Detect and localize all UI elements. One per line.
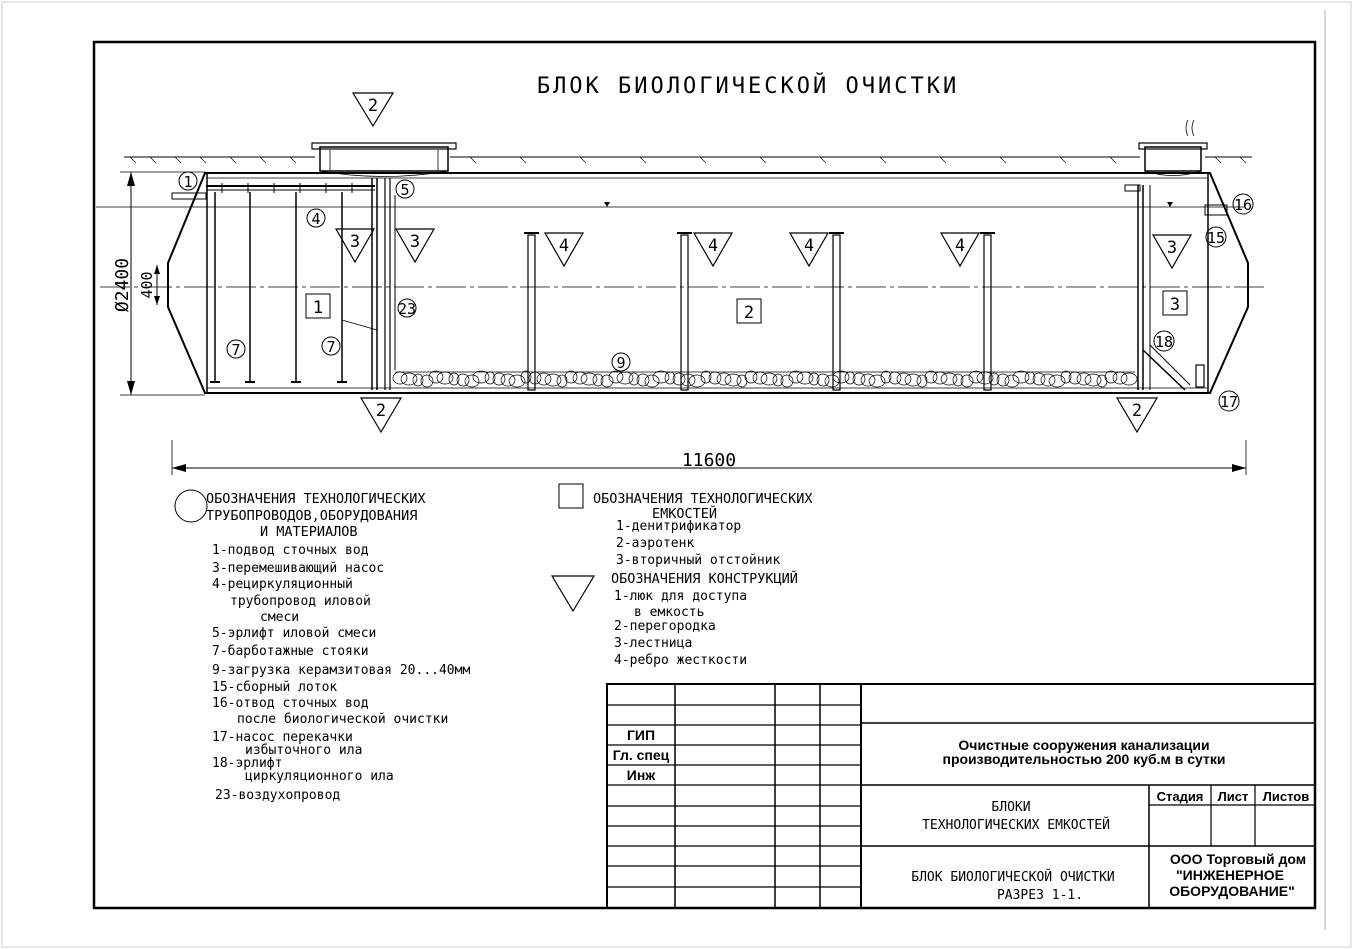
svg-text:ТРУБОПРОВОДОВ,ОБОРУДОВАНИЯ: ТРУБОПРОВОДОВ,ОБОРУДОВАНИЯ: [206, 508, 418, 524]
ceramsite-pebble: [737, 375, 747, 387]
ceramsite-pebble: [557, 375, 567, 387]
stiffening-ribs: [524, 233, 995, 390]
partition-right: [1125, 185, 1227, 390]
svg-text:1: 1: [183, 173, 193, 191]
ceramsite-pebble: [1121, 373, 1137, 385]
level-mark: [604, 202, 610, 207]
stage-header: Стадия: [1156, 789, 1204, 804]
svg-text:3-лестница: 3-лестница: [614, 636, 693, 651]
callout-airlift: [396, 180, 414, 199]
ceramsite-pebble: [1005, 375, 1019, 387]
svg-text:в емкость: в емкость: [634, 605, 705, 620]
svg-text:циркуляционного ила: циркуляционного ила: [245, 769, 394, 784]
chamber-denitrifier: [306, 294, 330, 318]
ceramsite-pebble: [845, 372, 855, 384]
svg-text:2: 2: [743, 303, 755, 323]
svg-text:3-вторичный отстойник: 3-вторичный отстойник: [616, 553, 781, 568]
project-line-2: производительностью 200 куб.м в сутки: [942, 751, 1226, 767]
svg-text:4: 4: [803, 236, 815, 256]
sheet-name-line-2: РАЗРЕЗ 1-1.: [996, 888, 1084, 903]
ceramsite-pebble: [761, 373, 777, 385]
ceramsite-pebble: [833, 371, 849, 383]
svg-text:5-эрлифт иловой смеси: 5-эрлифт иловой смеси: [212, 626, 377, 641]
ceramsite-pebble: [1025, 372, 1035, 384]
callout-ceramsite: [612, 353, 630, 372]
ceramsite-pebble: [653, 371, 669, 383]
svg-text:4: 4: [311, 210, 321, 228]
callout-collector: [1206, 227, 1226, 247]
svg-text:4-ребро жесткости: 4-ребро жесткости: [614, 653, 748, 668]
callout-riser-1: [227, 340, 245, 359]
svg-text:1: 1: [312, 298, 324, 318]
svg-text:ОБОЗНАЧЕНИЯ КОНСТРУКЦИЙ: ОБОЗНАЧЕНИЯ КОНСТРУКЦИЙ: [611, 571, 798, 587]
svg-text:4: 4: [558, 236, 570, 256]
svg-text:3: 3: [1166, 238, 1178, 258]
ceramsite-pebble: [581, 373, 597, 385]
svg-text:смеси: смеси: [260, 610, 300, 625]
title-block: [607, 684, 1315, 908]
svg-text:18: 18: [1154, 333, 1174, 351]
ceramsite-pebble: [917, 375, 927, 387]
sheet-name-line-1: БЛОК БИОЛОГИЧЕСКОЙ ОЧИСТКИ: [911, 870, 1115, 885]
ceramsite-pebble: [645, 375, 659, 387]
svg-text:2: 2: [1131, 401, 1143, 421]
callout-inlet: [179, 172, 197, 191]
svg-text:после биологической очистки: после биологической очистки: [237, 712, 449, 727]
ceramsite-loading: [393, 371, 1137, 387]
company-line-1: ООО Торговый дом: [1169, 851, 1307, 867]
svg-text:2-перегородка: 2-перегородка: [614, 619, 716, 634]
callout-riser-2: [322, 337, 340, 356]
level-dimension-text: 400: [138, 271, 156, 299]
svg-text:1-люк для доступа: 1-люк для доступа: [614, 589, 748, 604]
callout-circ-airlift: [1154, 331, 1174, 351]
svg-text:16: 16: [1233, 196, 1253, 214]
chamber-settler: [1163, 291, 1187, 315]
svg-text:ОБОЗНАЧЕНИЯ ТЕХНОЛОГИЧЕСКИХ: ОБОЗНАЧЕНИЯ ТЕХНОЛОГИЧЕСКИХ: [206, 491, 426, 507]
callout-rib-2: [694, 233, 732, 266]
svg-text:7: 7: [231, 341, 241, 359]
ground-line: [124, 157, 1252, 163]
ceramsite-pebble: [545, 374, 561, 386]
svg-text:18-эрлифт: 18-эрлифт: [212, 756, 283, 771]
svg-text:2-аэротенк: 2-аэротенк: [616, 536, 695, 551]
callout-ladder-2: [396, 229, 434, 262]
legend-construction: [552, 569, 798, 668]
ceramsite-pebble: [797, 372, 813, 384]
svg-text:7-барботажные стояки: 7-барботажные стояки: [212, 644, 369, 659]
ceramsite-pebble: [565, 371, 577, 383]
tank-body: [168, 173, 1248, 393]
ceramsite-pebble: [413, 374, 423, 386]
ceramsite-pebble: [617, 372, 633, 384]
ceramsite-pebble: [1097, 375, 1107, 387]
svg-text:2: 2: [375, 401, 387, 421]
drawing-title: БЛОК БИОЛОГИЧЕСКОЙ ОЧИСТКИ: [536, 74, 960, 99]
ceramsite-pebble: [1013, 371, 1029, 383]
ceramsite-pebble: [825, 375, 839, 387]
svg-text:4-рециркуляционный: 4-рециркуляционный: [212, 577, 353, 592]
svg-text:15-сборный лоток: 15-сборный лоток: [212, 680, 338, 695]
ceramsite-pebble: [925, 371, 937, 383]
level-mark: [1167, 202, 1173, 207]
ceramsite-pebble: [953, 374, 963, 386]
ceramsite-pebble: [593, 374, 603, 386]
ceramsite-pebble: [473, 371, 489, 383]
ceramsite-pebble: [485, 372, 495, 384]
callout-ladder-3: [1153, 235, 1191, 268]
svg-text:5: 5: [400, 181, 410, 199]
svg-text:9-загрузка керамзитовая 20...4: 9-загрузка керамзитовая 20...40мм: [212, 663, 471, 678]
callout-outlet: [1233, 194, 1253, 214]
ceramsite-pebble: [809, 373, 819, 385]
role-chief-specialist: Гл. спец: [612, 747, 670, 763]
svg-text:2: 2: [367, 96, 379, 116]
legend-pipes: [175, 490, 470, 803]
sheet-header: Лист: [1217, 789, 1249, 804]
ceramsite-pebble: [401, 373, 417, 385]
ceramsite-pebble: [905, 374, 921, 386]
callout-partition-bottom-right: [1117, 398, 1157, 432]
svg-text:трубопровод иловой: трубопровод иловой: [230, 594, 371, 609]
svg-text:3: 3: [1169, 295, 1181, 315]
ceramsite-pebble: [941, 373, 957, 385]
svg-text:1-денитрификатор: 1-денитрификатор: [616, 519, 742, 534]
legend-tanks: [559, 484, 812, 568]
svg-text:3-перемешивающий насос: 3-перемешивающий насос: [212, 561, 385, 576]
svg-text:17: 17: [1219, 393, 1239, 411]
svg-text:3: 3: [349, 232, 361, 252]
svg-text:4: 4: [954, 236, 966, 256]
length-dimension-text: 11600: [681, 450, 737, 471]
callout-rib-1: [545, 233, 583, 266]
svg-text:7: 7: [326, 338, 336, 356]
svg-text:15: 15: [1206, 229, 1226, 247]
svg-text:23-воздухопровод: 23-воздухопровод: [215, 788, 341, 803]
svg-text:И МАТЕРИАЛОВ: И МАТЕРИАЛОВ: [260, 524, 358, 540]
callout-partition-top: [353, 93, 393, 126]
callout-sludge-pump: [1219, 391, 1239, 411]
ceramsite-pebble: [1105, 371, 1117, 383]
svg-text:избыточного ила: избыточного ила: [245, 743, 363, 758]
project-line-1: Очистные сооружения канализации: [958, 737, 1210, 753]
ceramsite-pebble: [437, 372, 453, 384]
ceramsite-pebble: [745, 371, 757, 383]
ceramsite-pebble: [725, 374, 741, 386]
svg-text:23: 23: [397, 300, 417, 318]
ceramsite-pebble: [665, 372, 675, 384]
company-line-3: ОБОРУДОВАНИЕ": [1169, 883, 1295, 899]
callout-recirculation: [307, 209, 325, 228]
ceramsite-pebble: [1085, 374, 1101, 386]
section-line-1: БЛОКИ: [991, 800, 1031, 815]
inlet-pipe: [172, 183, 375, 199]
ceramsite-pebble: [465, 375, 479, 387]
sheets-header: Листов: [1262, 789, 1310, 804]
callout-partition-bottom-left: [361, 398, 401, 432]
chamber-aerotank: [737, 299, 761, 323]
ceramsite-pebble: [773, 374, 783, 386]
diameter-dimension-text: Ø2400: [112, 257, 133, 313]
ceramsite-pebble: [449, 373, 459, 385]
role-engineer: Инж: [626, 767, 656, 783]
svg-text:ЕМКОСТЕЙ: ЕМКОСТЕЙ: [652, 506, 718, 522]
svg-text:3: 3: [409, 232, 421, 252]
svg-text:17-насос перекачки: 17-насос перекачки: [212, 730, 353, 745]
callout-rib-3: [790, 233, 828, 266]
company-line-2: "ИНЖЕНЕРНОЕ: [1176, 867, 1284, 883]
hatch-left: [312, 143, 456, 177]
hatch-right: [1139, 120, 1207, 176]
svg-text:9: 9: [616, 354, 626, 372]
role-gip: ГИП: [626, 727, 656, 743]
scroll-edge: [1324, 10, 1326, 930]
ceramsite-pebble: [629, 373, 639, 385]
svg-text:ОБОЗНАЧЕНИЯ ТЕХНОЛОГИЧЕСКИХ: ОБОЗНАЧЕНИЯ ТЕХНОЛОГИЧЕСКИХ: [593, 491, 813, 507]
svg-text:1-подвод сточных вод: 1-подвод сточных вод: [212, 543, 369, 558]
section-line-2: ТЕХНОЛОГИЧЕСКИХ ЕМКОСТЕЙ: [922, 818, 1110, 833]
svg-text:16-отвод сточных вод: 16-отвод сточных вод: [212, 696, 369, 711]
partition-left: [342, 178, 395, 390]
callout-air-pipe: [398, 299, 416, 318]
svg-text:4: 4: [707, 236, 719, 256]
callout-rib-4: [941, 233, 979, 266]
